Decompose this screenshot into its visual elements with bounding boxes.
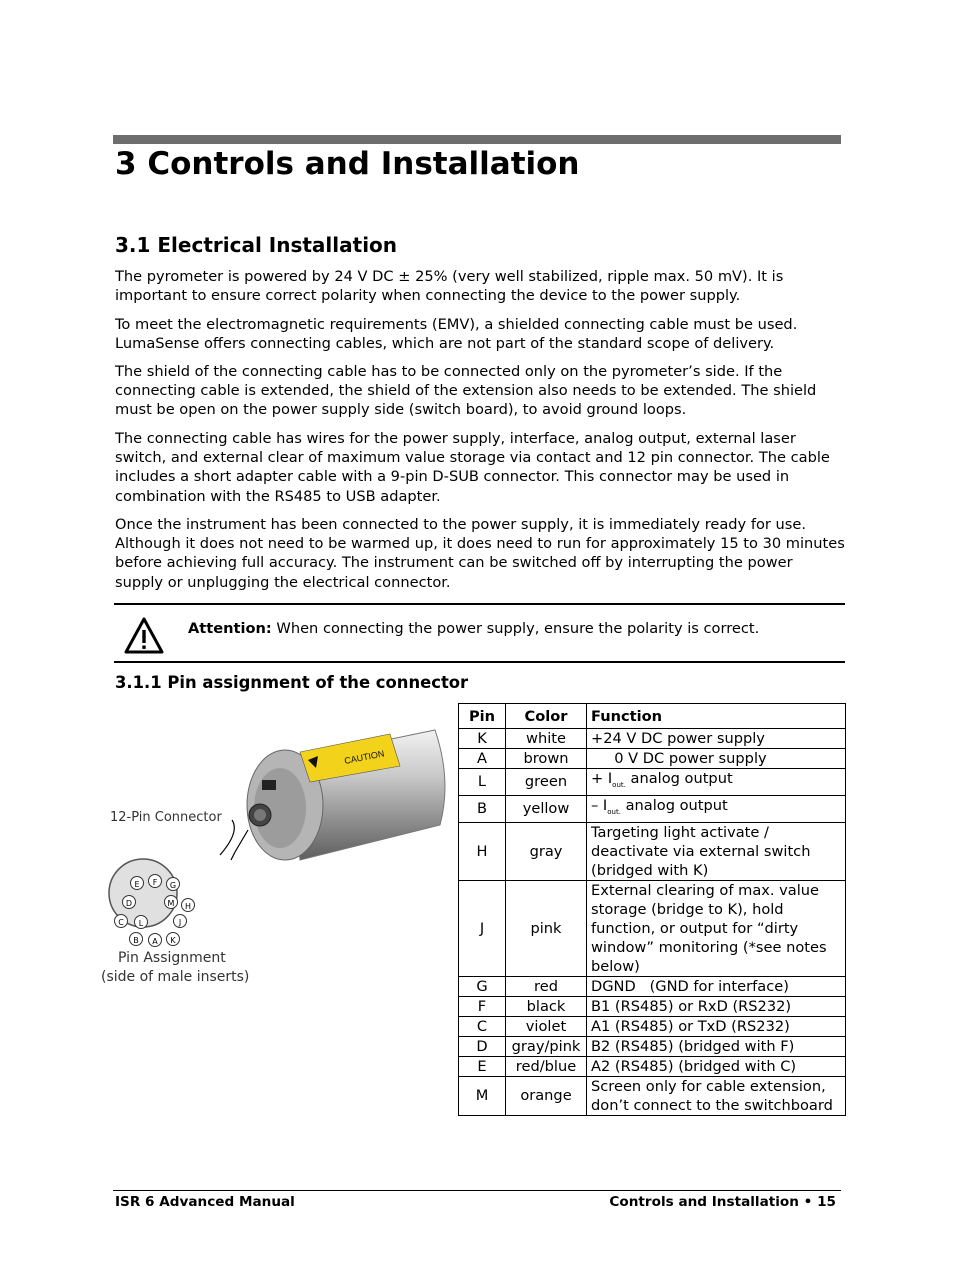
pin-cell: H (459, 822, 506, 880)
function-cell: +24 V DC power supply (587, 729, 846, 749)
function-subscript: out. (612, 780, 626, 789)
chapter-rule (113, 135, 841, 144)
pin-cell: M (459, 1076, 506, 1115)
color-cell: yellow (506, 795, 587, 822)
pin-assignment-subtitle: (side of male inserts) (101, 969, 250, 985)
color-cell: gray (506, 822, 587, 880)
pin-letter: J (178, 918, 182, 927)
attention-bottom-rule (114, 661, 845, 663)
function-suffix: analog output (620, 796, 728, 814)
pin-cell: B (459, 795, 506, 822)
color-cell: red (506, 976, 587, 996)
pin-letter: C (118, 918, 124, 927)
header-color: Color (506, 704, 587, 729)
function-subscript: out. (607, 807, 621, 816)
pin-cell: J (459, 880, 506, 976)
color-cell: gray/pink (506, 1036, 587, 1056)
color-cell: green (506, 769, 587, 796)
color-cell: brown (506, 749, 587, 769)
pyrometer-figure (90, 720, 450, 1000)
table-row (459, 1076, 846, 1115)
pin-cell: E (459, 1056, 506, 1076)
function-cell: B2 (RS485) (bridged with F) (587, 1036, 846, 1056)
table-row (459, 1016, 846, 1036)
function-prefix: – I (591, 796, 608, 814)
color-cell: white (506, 729, 587, 749)
pin-cell: A (459, 749, 506, 769)
pin-cell: D (459, 1036, 506, 1056)
chapter-title: 3 Controls and Installation (115, 146, 580, 182)
color-cell: orange (506, 1076, 587, 1115)
pin-cell: L (459, 769, 506, 796)
function-prefix: + I (591, 770, 613, 787)
pin-assignment-title: Pin Assignment (118, 950, 226, 966)
pin-cell: C (459, 1016, 506, 1036)
pin-letter: L (138, 919, 144, 928)
table-row (459, 729, 846, 749)
caution-text: CAUTION (343, 748, 386, 766)
subsection-title: 3.1.1 Pin assignment of the connector (115, 673, 469, 692)
attention-top-rule (114, 603, 845, 605)
table-row (459, 822, 846, 880)
function-cell: Screen only for cable extension, don’t connect to the switchboard (587, 1076, 846, 1115)
pin-cell: G (459, 976, 506, 996)
function-cell: External clearing of max. value storage (bridge to K), hold function, or output for “dirty window” monitoring (*see notes below) (587, 880, 846, 976)
paragraph-cable: The connecting cable has wires for the power supply, interface, analog output, external laser switch, and external clear of maximum value storage via contact and 12 pin connector. The cable includes a short adapter cable with a 9-pin D-SUB connector. This connector may be used in combination with the RS485 to USB adapter. (115, 430, 830, 505)
pin-letter: K (170, 936, 176, 945)
color-cell: pink (506, 880, 587, 976)
attention-note (188, 620, 759, 637)
function-cell: A1 (RS485) or TxD (RS232) (587, 1016, 846, 1036)
function-cell: DGND (GND for interface) (587, 976, 846, 996)
table-row (459, 880, 846, 976)
pin-letter: G (169, 881, 177, 890)
pyrometer-body (247, 730, 445, 860)
footer-rule (113, 1190, 841, 1191)
pin-diagram (109, 859, 195, 947)
function-cell (587, 795, 846, 822)
function-cell: B1 (RS485) or RxD (RS232) (587, 996, 846, 1016)
footer-page-info: Controls and Installation • 15 (609, 1194, 836, 1210)
footer-manual-title: ISR 6 Advanced Manual (115, 1194, 295, 1210)
paragraph-shield: The shield of the connecting cable has to be connected only on the pyrometer’s side. If the connecting cable is extended, the shield of the extension also needs to be extended. The shield must be open on the power supply side (switch board), to avoid ground loops. (115, 363, 817, 419)
function-cell: A2 (RS485) (bridged with C) (587, 1056, 846, 1076)
connector-label: 12-Pin Connector (110, 810, 222, 825)
pin-cell: F (459, 996, 506, 1016)
pin-letter: B (133, 936, 139, 945)
pin-letter: D (125, 899, 133, 908)
function-cell: Targeting light activate / deactivate via external switch (bridged with K) (587, 822, 846, 880)
color-cell: red/blue (506, 1056, 587, 1076)
table-row (459, 795, 846, 822)
function-suffix: analog output (625, 770, 733, 787)
table-row (459, 749, 846, 769)
function-cell: 0 V DC power supply (587, 749, 846, 769)
header-pin: Pin (459, 704, 506, 729)
attention-label: Attention: (188, 620, 272, 637)
pin-letter: F (152, 878, 158, 887)
section-title: 3.1 Electrical Installation (115, 233, 398, 257)
paragraph-ready: Once the instrument has been connected to the power supply, it is immediately ready for use. Although it does not need to be warmed up, it does need to run for approximately 15 to 30 minutes before achieving full accuracy. The instrument can be switched off by interrupting the power supply or unplugging the electrical connector. (115, 516, 845, 591)
warning-icon (124, 617, 164, 654)
paragraph-power: The pyrometer is powered by 24 V DC ± 25% (very well stabilized, ripple max. 50 mV). It is important to ensure correct polarity when connecting the device to the power supply. (115, 268, 784, 305)
table-row (459, 1056, 846, 1076)
table-row (459, 976, 846, 996)
pin-letter: H (184, 902, 192, 911)
pin-cell: K (459, 729, 506, 749)
paragraph-emv: To meet the electromagnetic requirements (EMV), a shielded connecting cable must be used. LumaSense offers connecting cables, which are not part of the standard scope of delivery. (115, 316, 798, 353)
pin-table (458, 703, 846, 1116)
table-row (459, 769, 846, 796)
function-cell (587, 769, 846, 796)
header-function: Function (587, 704, 846, 729)
attention-text: When connecting the power supply, ensure the polarity is correct. (271, 620, 760, 637)
pin-table-header (459, 704, 846, 729)
color-cell: violet (506, 1016, 587, 1036)
color-cell: black (506, 996, 587, 1016)
table-row (459, 996, 846, 1016)
pin-letter: M (167, 899, 175, 908)
pin-letter: E (134, 880, 140, 889)
table-row (459, 1036, 846, 1056)
pin-letter: A (152, 937, 158, 946)
